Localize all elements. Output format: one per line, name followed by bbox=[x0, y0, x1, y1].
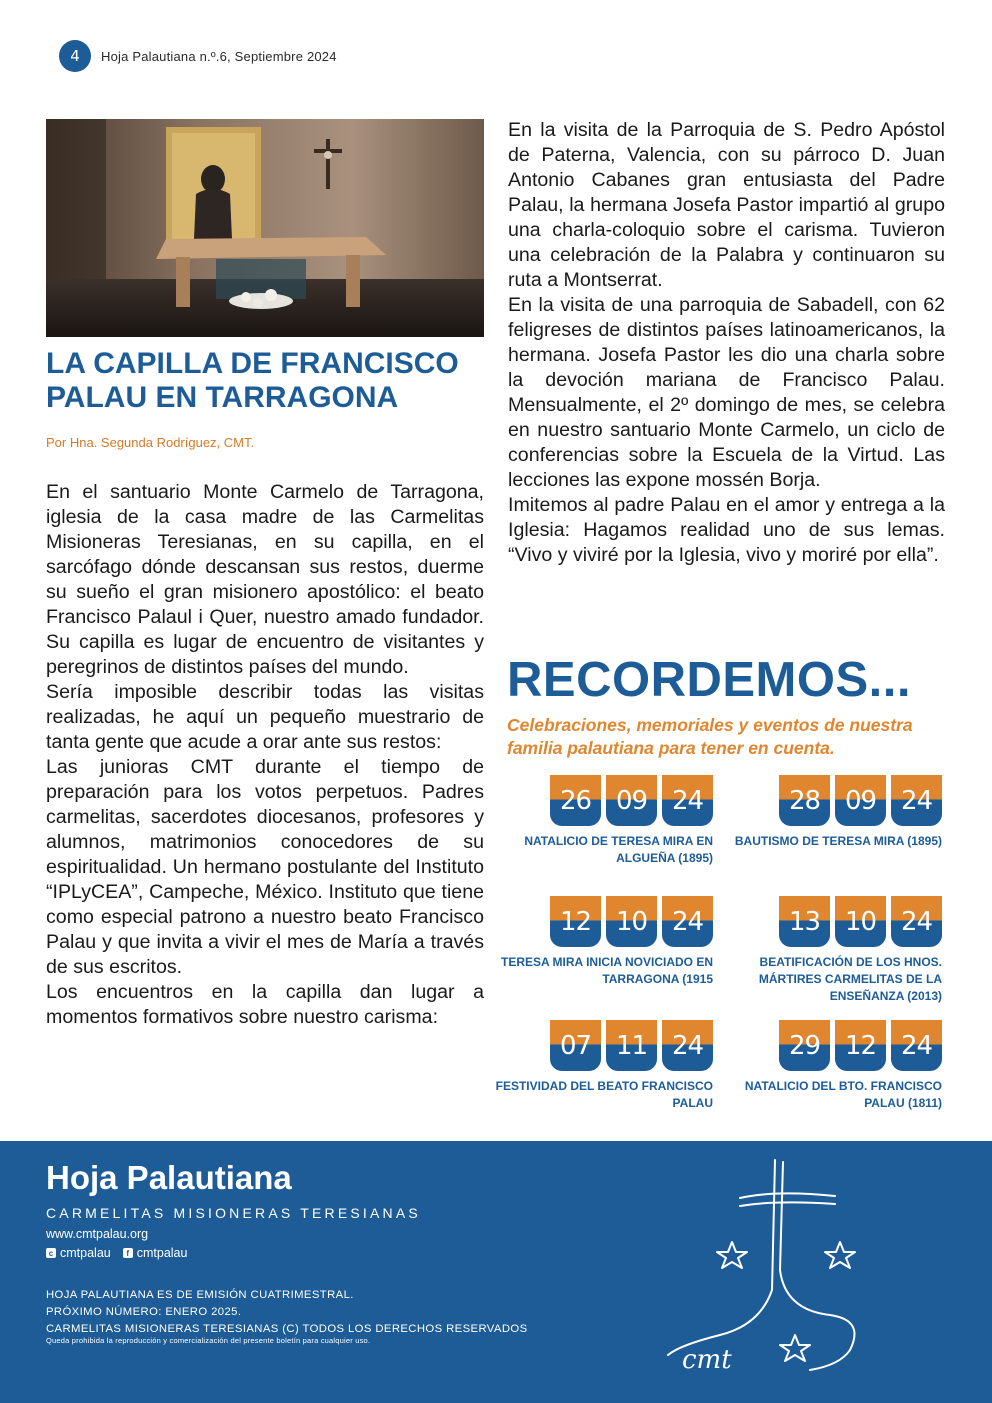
recordemos-subtitle: Celebraciones, memoriales y eventos de nuestra familia palautiana para tener en cuenta. bbox=[507, 715, 913, 758]
date-year-badge: 24 bbox=[662, 896, 713, 947]
date-month-badge: 11 bbox=[606, 1020, 657, 1071]
event-card bbox=[712, 1020, 942, 1112]
event-date bbox=[712, 1020, 942, 1071]
event-label: TERESA MIRA INICIA NOVICIADO EN TARRAGONA (1915 bbox=[500, 955, 713, 986]
footer-info-line: PRÓXIMO NÚMERO: ENERO 2025. bbox=[46, 1306, 242, 1318]
article-column-left bbox=[46, 480, 484, 1030]
page-number: 4 bbox=[59, 40, 91, 72]
footer-info-line: CARMELITAS MISIONERAS TERESIANAS (C) TODOS LOS DERECHOS RESERVADOS bbox=[46, 1323, 528, 1335]
social-handle-1[interactable]: cmtpalau bbox=[60, 1246, 111, 1260]
footer-brand: Hoja Palautiana bbox=[46, 1159, 292, 1196]
article-title: LA CAPILLA DE FRANCISCO PALAU EN TARRAGONA bbox=[46, 347, 459, 414]
footer-info bbox=[46, 1287, 528, 1338]
event-card bbox=[483, 1020, 713, 1112]
article-column-right bbox=[508, 118, 945, 568]
paragraph: Los encuentros en la capilla dan lugar a momentos formativos sobre nuestro carisma: bbox=[46, 981, 484, 1028]
date-day-badge: 13 bbox=[779, 896, 830, 947]
article-byline: Por Hna. Segunda Rodríguez, CMT. bbox=[46, 435, 255, 450]
event-card bbox=[712, 896, 942, 1005]
paragraph: En la visita de una parroquia de Sabadell, con 62 feligreses de distintos países latinoamericanos, la hermana. Josefa Pastor les dio una charla sobre la devoción mariana de Francisco Palau. Mensualmente, el 2º domingo de mes, se celebra en nuestro santuario Monte Carmelo, un ciclo de conferencias sobre la Escuela de la Virtud. Las lecciones las expone mossén Borja. bbox=[508, 294, 945, 491]
date-month-badge: 09 bbox=[606, 775, 657, 826]
date-day-badge: 28 bbox=[779, 775, 830, 826]
recordemos-title: RECORDEMOS... bbox=[507, 653, 911, 707]
event-date bbox=[483, 775, 713, 826]
footer-legal: Queda prohibida la reproducción y comercialización del presente boletín para cualquier uso. bbox=[46, 1336, 371, 1345]
date-month-badge: 10 bbox=[606, 896, 657, 947]
date-month-badge: 10 bbox=[835, 896, 886, 947]
cmt-cross-star-logo bbox=[660, 1150, 870, 1400]
event-label: NATALICIO DE TERESA MIRA EN ALGUEÑA (1895) bbox=[524, 834, 713, 865]
event-date bbox=[712, 775, 942, 826]
date-year-badge: 24 bbox=[891, 1020, 942, 1071]
footer-social bbox=[46, 1246, 187, 1260]
date-year-badge: 24 bbox=[662, 775, 713, 826]
issue-line: Hoja Palautiana n.º.6, Septiembre 2024 bbox=[101, 48, 337, 64]
footer-info-line: HOJA PALAUTIANA ES DE EMISIÓN CUATRIMESTRAL. bbox=[46, 1289, 354, 1301]
event-label: BEATIFICACIÓN DE LOS HNOS. MÁRTIRES CARMELITAS DE LA ENSEÑANZA (2013) bbox=[758, 955, 942, 1003]
chapel-photo bbox=[46, 119, 484, 337]
event-label: NATALICIO DEL BTO. FRANCISCO PALAU (1811) bbox=[744, 1079, 942, 1110]
chapel-photo-illustration bbox=[46, 119, 484, 337]
event-card bbox=[712, 775, 942, 850]
paragraph: En la visita de la Parroquia de S. Pedro Apóstol de Paterna, Valencia, con su párroco D. Juan Antonio Cabanes gran entusiasta del Padre Palau, la hermana Josefa Pastor impartió al grupo una charla-coloquio sobre el carisma. Tuvieron una celebración de la Palabra y continuaron su ruta a Montserrat. bbox=[508, 119, 945, 291]
event-card bbox=[483, 896, 713, 988]
event-label: BAUTISMO DE TERESA MIRA (1895) bbox=[734, 834, 942, 848]
date-month-badge: 12 bbox=[835, 1020, 886, 1071]
date-year-badge: 24 bbox=[891, 896, 942, 947]
paragraph: Imitemos al padre Palau en el amor y entrega a la Iglesia: Hagamos realidad uno de sus lemas. “Vivo y viviré por la Iglesia, vivo y moriré por ella”. bbox=[508, 494, 945, 566]
date-day-badge: 29 bbox=[779, 1020, 830, 1071]
date-year-badge: 24 bbox=[662, 1020, 713, 1071]
event-label: FESTIVIDAD DEL BEATO FRANCISCO PALAU bbox=[495, 1079, 713, 1110]
paragraph: En el santuario Monte Carmelo de Tarragona, iglesia de la casa madre de las Carmelitas Misioneras Teresianas, en su capilla, en el sarcófago dónde descansan sus restos, duerme su sueño el gran misionero apostólico: el beato Francisco Palaul i Quer, nuestro amado fundador. Su capilla es lugar de encuentro de visitantes y peregrinos de distintos países del mundo. bbox=[46, 481, 484, 678]
event-date bbox=[712, 896, 942, 947]
date-year-badge: 24 bbox=[891, 775, 942, 826]
paragraph: Las junioras CMT durante el tiempo de preparación para los votos perpetuos. Padres carmelitas, sacerdotes diocesanos, profesores y alumnos, matrimonios conocedores de su espiritualidad. Un hermano postulante del Instituto “IPLyCEA”, Campeche, México. Instituto que tiene como especial patrono a nuestro beato Francisco Palau y que invita a vivir el mes de María a través de sus escritos. bbox=[46, 756, 484, 978]
facebook-icon[interactable]: f bbox=[123, 1248, 133, 1258]
footer-tagline: CARMELITAS MISIONERAS TERESIANAS bbox=[46, 1205, 421, 1221]
footer-website-link[interactable]: www.cmtpalau.org bbox=[46, 1227, 149, 1241]
date-day-badge: 26 bbox=[550, 775, 601, 826]
event-card bbox=[483, 775, 713, 867]
paragraph: Sería imposible describir todas las visitas realizadas, he aquí un pequeño muestrario de tanta gente que acude a orar ante sus restos: bbox=[46, 681, 484, 753]
date-month-badge: 09 bbox=[835, 775, 886, 826]
social-icon[interactable]: c bbox=[46, 1248, 56, 1258]
page-header bbox=[59, 40, 337, 72]
social-handle-2[interactable]: cmtpalau bbox=[136, 1246, 188, 1260]
logo-text: cmt bbox=[682, 1345, 732, 1375]
event-date bbox=[483, 1020, 713, 1071]
date-day-badge: 12 bbox=[550, 896, 601, 947]
event-date bbox=[483, 896, 713, 947]
date-day-badge: 07 bbox=[550, 1020, 601, 1071]
